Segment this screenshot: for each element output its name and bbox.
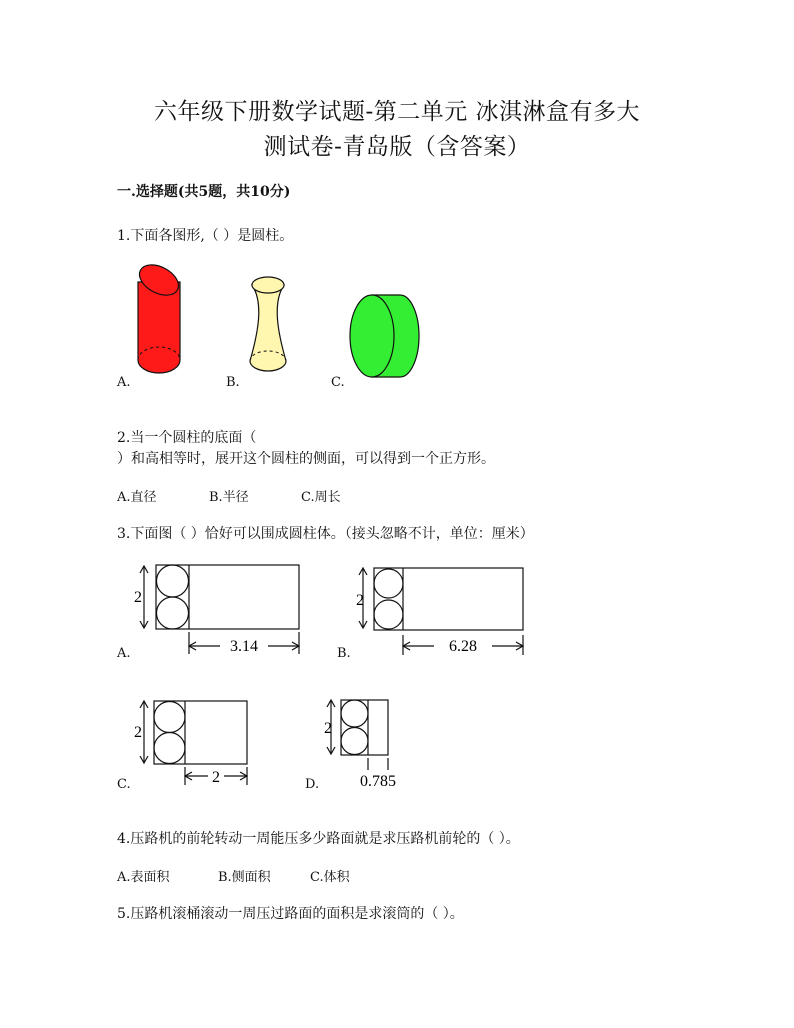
q3-d-length-label: 0.785: [360, 773, 396, 790]
q3-figure-d: [320, 696, 410, 796]
q3-figure-a: [130, 560, 310, 660]
q3-c-length-label: 2: [212, 769, 220, 786]
question-4-stem: 4.压路机的前轮转动一周能压多少路面就是求压路机前轮的（ ）。: [117, 831, 520, 847]
q1-option-a: A.: [117, 375, 131, 390]
green-cylinder-figure: [348, 293, 422, 381]
question-3-stem: 3.下面图（ ）恰好可以围成圆柱体。（接头忽略不计，单位：厘米）: [117, 526, 534, 542]
section-heading: 一.选择题(共5题，共10分): [117, 184, 291, 200]
red-cylinder-figure: [130, 262, 190, 384]
q3-b-length-label: 6.28: [449, 638, 477, 655]
green-cylinder-face: [350, 295, 394, 377]
q3-b-height-label: 2: [356, 592, 364, 609]
yellow-figure-top: [252, 277, 284, 293]
question-5-stem: 5.压路机滚桶滚动一周压过路面的面积是求滚筒的（ ）。: [117, 906, 464, 922]
q2-option-b: B.半径: [209, 490, 249, 505]
q3-option-c: C.: [117, 777, 131, 792]
question-1-stem: 1.下面各图形,（ ）是圆柱。: [117, 228, 294, 244]
question-2-stem-line2: ）和高相等时，展开这个圆柱的侧面，可以得到一个正方形。: [117, 451, 495, 467]
q2-option-c: C.周长: [301, 490, 341, 505]
q3-figure-b: [352, 565, 532, 665]
q3-option-a: A.: [117, 646, 131, 661]
page-title-line2: 测试卷-青岛版（含答案）: [263, 134, 531, 160]
q3-a-height-label: 2: [134, 589, 142, 606]
q4-option-a: A.表面积: [117, 870, 170, 885]
q3-option-d: D.: [305, 777, 320, 792]
q3-a-length-label: 3.14: [230, 638, 258, 655]
q4-option-c: C.体积: [310, 870, 350, 885]
q3-figure-c: [130, 697, 260, 797]
q4-option-b: B.侧面积: [218, 870, 271, 885]
yellow-waisted-figure: [244, 273, 294, 383]
q3-option-b: B.: [337, 646, 351, 661]
yellow-figure-body: [250, 285, 286, 371]
q3-c-height-label: 2: [134, 724, 142, 741]
q1-option-c: C.: [331, 375, 345, 390]
red-cylinder-body: [138, 282, 180, 373]
page-title-line1: 六年级下册数学试题-第二单元 冰淇淋盒有多大: [153, 99, 641, 125]
q1-option-b: B.: [226, 375, 240, 390]
question-2-stem-line1: 2.当一个圆柱的底面（: [117, 430, 257, 446]
q2-option-a: A.直径: [117, 490, 157, 505]
q3-d-height-label: 2: [324, 720, 332, 737]
